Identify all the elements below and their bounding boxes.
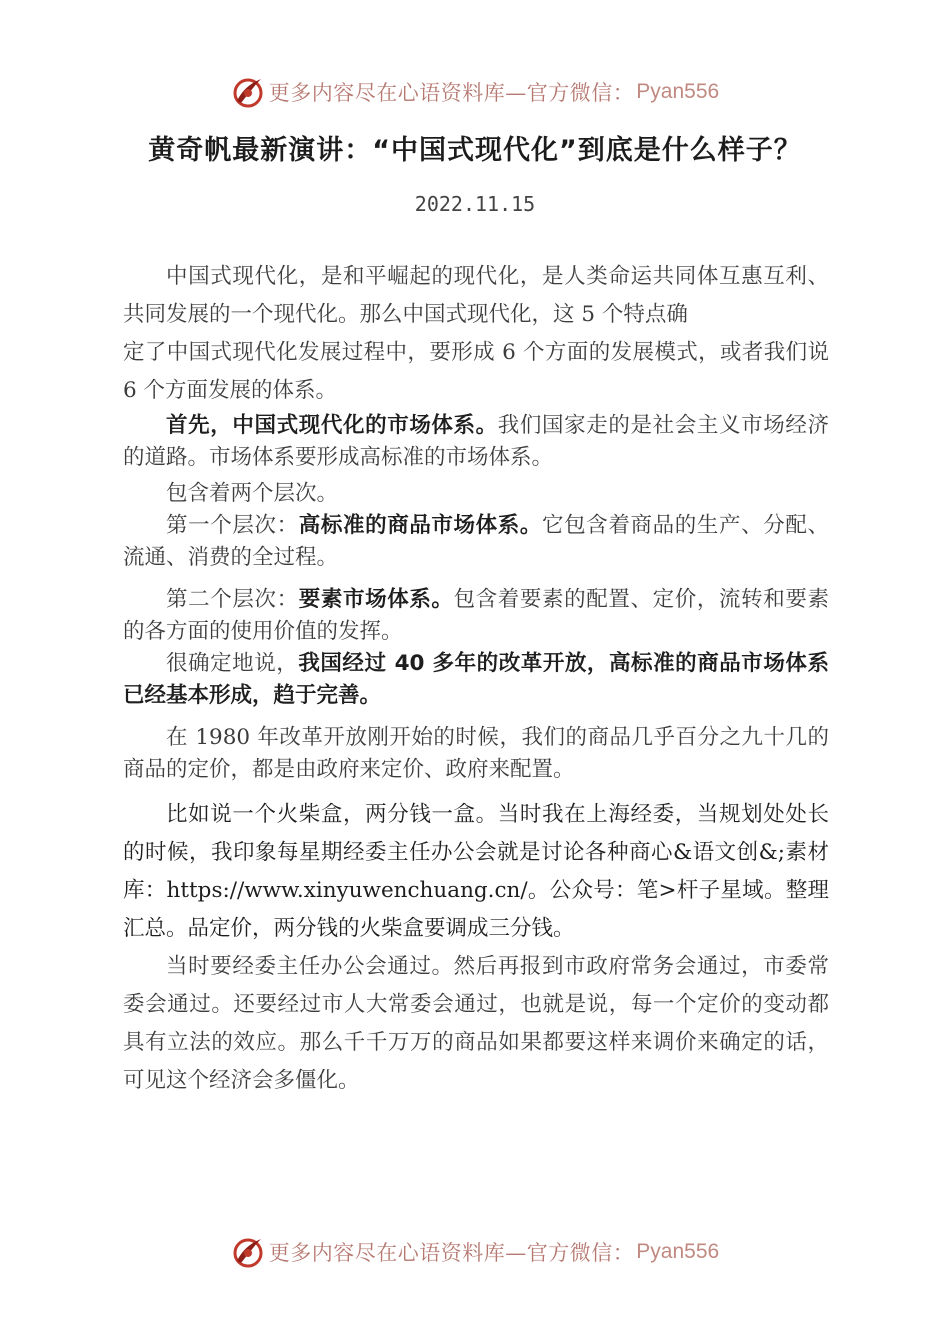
article-date: 2022.11.15	[414, 192, 536, 216]
paragraph-level-two: 第二个层次：要素市场体系。包含着要素的配置、定价，流转和要素的各方面的使用价值的发挥。	[123, 587, 829, 644]
paragraph-intro-cont: 定了中国式现代化发展过程中，要形成 6 个方面的发展模式，或者我们说 6 个方面发展的体系。	[123, 340, 829, 403]
banner-text: 更多内容尽在心语资料库—官方微信：	[268, 81, 635, 105]
bold-reform: 我国经过 40 多年的改革开放，高标准的商品市场体系已经基本形成，趋于完善。	[123, 651, 829, 708]
article-title: 黄奇帆最新演讲：“中国式现代化”到底是什么样子？	[148, 135, 802, 166]
bold-factor-market: 要素市场体系。	[298, 587, 454, 612]
article-body	[123, 258, 829, 1100]
banner-handle: Pyan556	[636, 80, 720, 103]
bold-market-system: 首先，中国式现代化的市场体系。	[166, 413, 498, 438]
logo-icon	[231, 1235, 265, 1269]
paragraph-market-system: 首先，中国式现代化的市场体系。我们国家走的是社会主义市场经济的道路。市场体系要形成高标准的市场体系。	[123, 413, 829, 470]
paragraph-matchbox: 比如说一个火柴盒，两分钱一盒。当时我在上海经委，当规划处处长的时候，我印象每星期经委主任办公会就是讨论各种商心&语文创&;素材库：https://www.xinyuwenchuang.cn/。公众号：笔>杆子星域。整理汇总。品定价，两分钱的火柴盒要调成三分钱。	[123, 802, 829, 941]
paragraph-reform: 很确定地说，我国经过 40 多年的改革开放，高标准的商品市场体系已经基本形成，趋于完善。	[123, 651, 829, 708]
top-banner	[0, 72, 950, 112]
paragraph-level-one: 第一个层次：高标准的商品市场体系。它包含着商品的生产、分配、流通、消费的全过程。	[123, 513, 829, 570]
bottom-banner	[0, 1232, 950, 1272]
paragraph-approval: 当时要经委主任办公会通过。然后再报到市政府常务会通过，市委常委会通过。还要经过市人大常委会通过，也就是说，每一个定价的变动都具有立法的效应。那么千千万万的商品如果都要这样来调价来确定的话，可见这个经济会多僵化。	[123, 954, 829, 1093]
logo-icon	[231, 75, 265, 109]
banner-text: 更多内容尽在心语资料库—官方微信：	[268, 1241, 635, 1265]
paragraph-1980: 在 1980 年改革开放刚开始的时候，我们的商品几乎百分之九十几的商品的定价，都是由政府来定价、政府来配置。	[123, 725, 829, 782]
paragraph-intro: 中国式现代化，是和平崛起的现代化，是人类命运共同体互惠互利、共同发展的一个现代化。那么中国式现代化，这 5 个特点确	[123, 264, 829, 327]
banner-handle: Pyan556	[636, 1240, 720, 1263]
paragraph-two-levels: 包含着两个层次。	[166, 481, 339, 506]
bold-commodity-market: 高标准的商品市场体系。	[298, 513, 543, 538]
